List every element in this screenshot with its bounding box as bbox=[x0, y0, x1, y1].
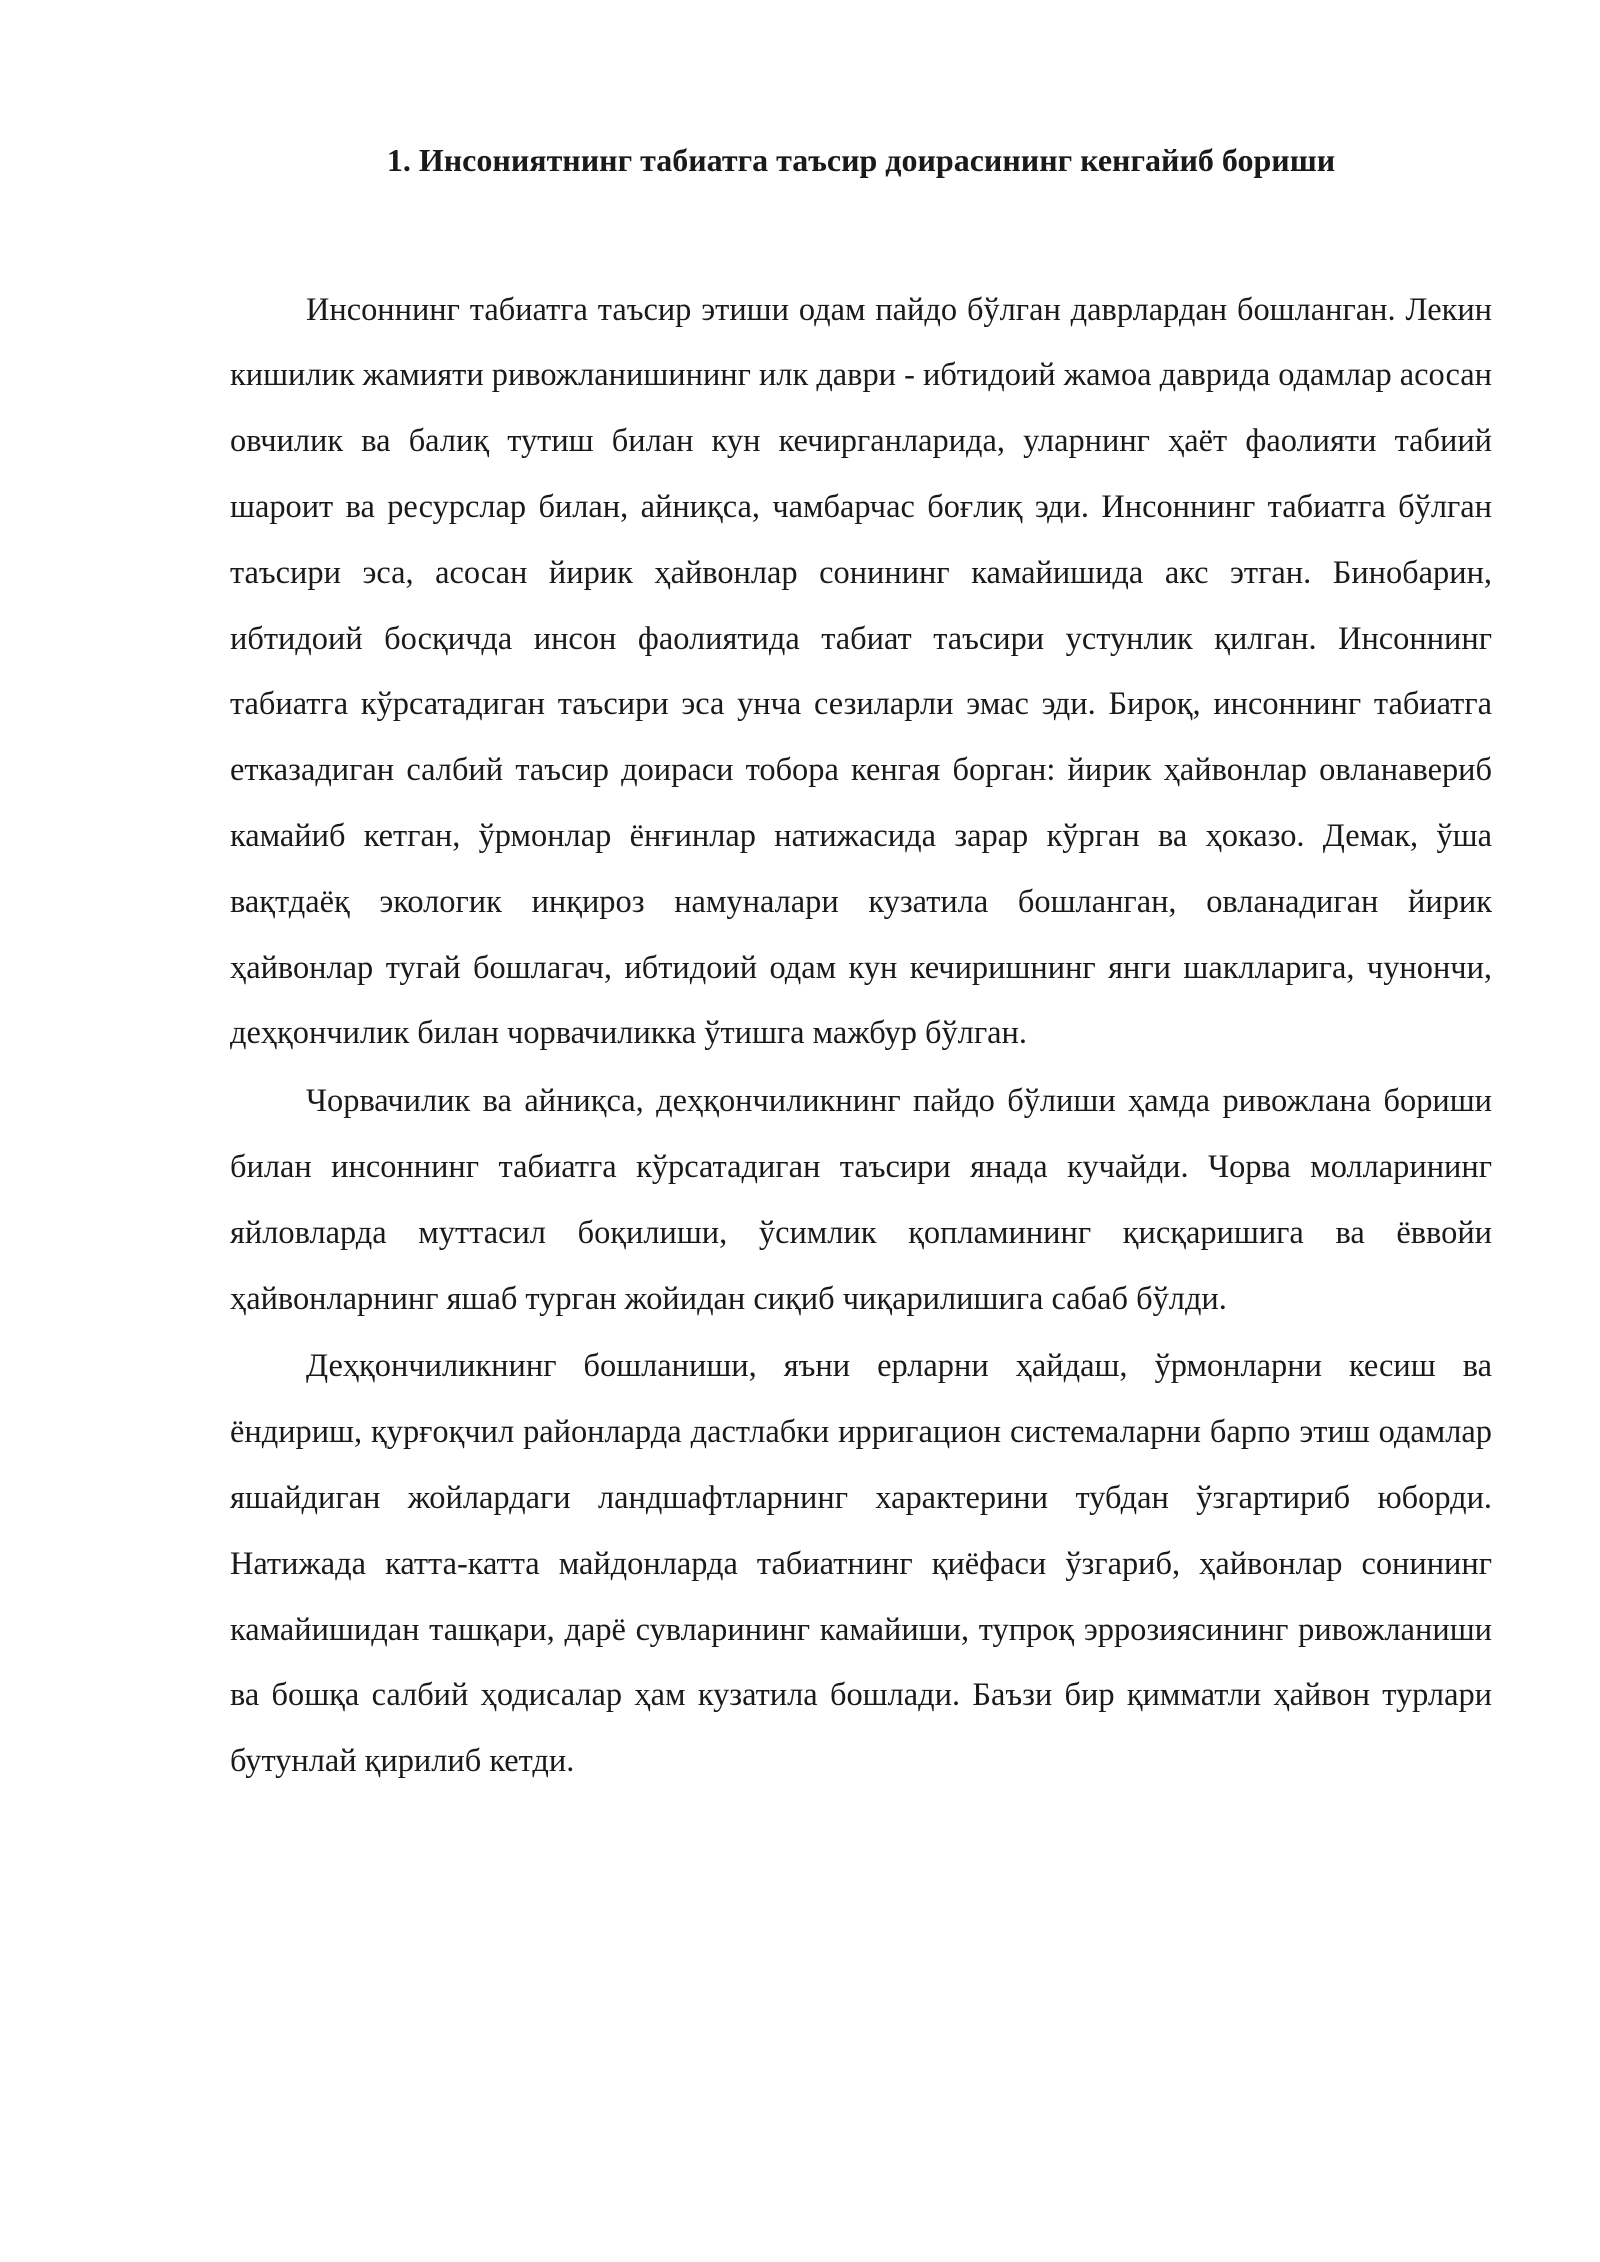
paragraph-2: Чорвачилик ва айниқса, деҳқончиликнинг пайдо бўлиши ҳамда ривожлана бориши билан инсоннинг табиатга кўрсатадиган таъсири янада кучайди. Чорва молларининг яйловларда муттасил боқилиши, ўсимлик қопламининг қисқаришига ва ёввойи ҳайвонларнинг яшаб турган жойидан сиқиб чиқарилишига сабаб бўлди. bbox=[230, 1083, 1492, 1317]
paragraph-1: Инсоннинг табиатга таъсир этиши одам пайдо бўлган даврлардан бошланган. Лекин кишилик жамияти ривожланишининг илк даври - ибтидоий жамоа даврида одамлар асосан овчилик ва балиқ тутиш билан кун кечирганларида, уларнинг ҳаёт фаолияти табиий шароит ва ресурслар билан, айниқса, чамбарчас боғлиқ эди. Инсоннинг табиатга бўлган таъсири эса, асосан йирик ҳайвонлар сонининг камайишида акс этган. Бинобарин, ибтидоий босқичда инсон фаолиятида табиат таъсири устунлик қилган. Инсоннинг табиатга кўрсатадиган таъсири эса унча сезиларли эмас эди. Бироқ, инсоннинг табиатга етказадиган салбий таъсир доираси тобора кенгая борган: йирик ҳайвонлар овланавериб камайиб кетган, ўрмонлар ёнғинлар натижасида зарар кўрган ва ҳоказо. Демак, ўша вақтдаёқ экологик инқироз намуналари кузатила бошланган, овланадиган йирик ҳайвонлар тугай бошлагач, ибтидоий одам кун кечиришнинг янги шаклларига, чунончи, деҳқончилик билан чорвачиликка ўтишга мажбур бўлган. bbox=[230, 291, 1492, 1052]
document-body bbox=[230, 278, 1492, 1795]
document-title: 1. Инсониятнинг табиатга таъсир доирасининг кенгайиб бориши bbox=[386, 142, 1336, 178]
document-page bbox=[230, 140, 1492, 1797]
paragraph-3: Деҳқончиликнинг бошланиши, яъни ерларни ҳайдаш, ўрмонларни кесиш ва ёндириш, қурғоқчил районларда дастлабки ирригацион системаларни барпо этиш одамлар яшайдиган жойлардаги ландшафтларнинг характерини тубдан ўзгартириб юборди. Натижада катта-катта майдонларда табиатнинг қиёфаси ўзгариб, ҳайвонлар сонининг камайишидан ташқари, дарё сувларининг камайиши, тупроқ эррозиясининг ривожланиши ва бошқа салбий ҳодисалар ҳам кузатила бошлади. Баъзи бир қимматли ҳайвон турлари бутунлай қирилиб кетди. bbox=[230, 1348, 1492, 1780]
